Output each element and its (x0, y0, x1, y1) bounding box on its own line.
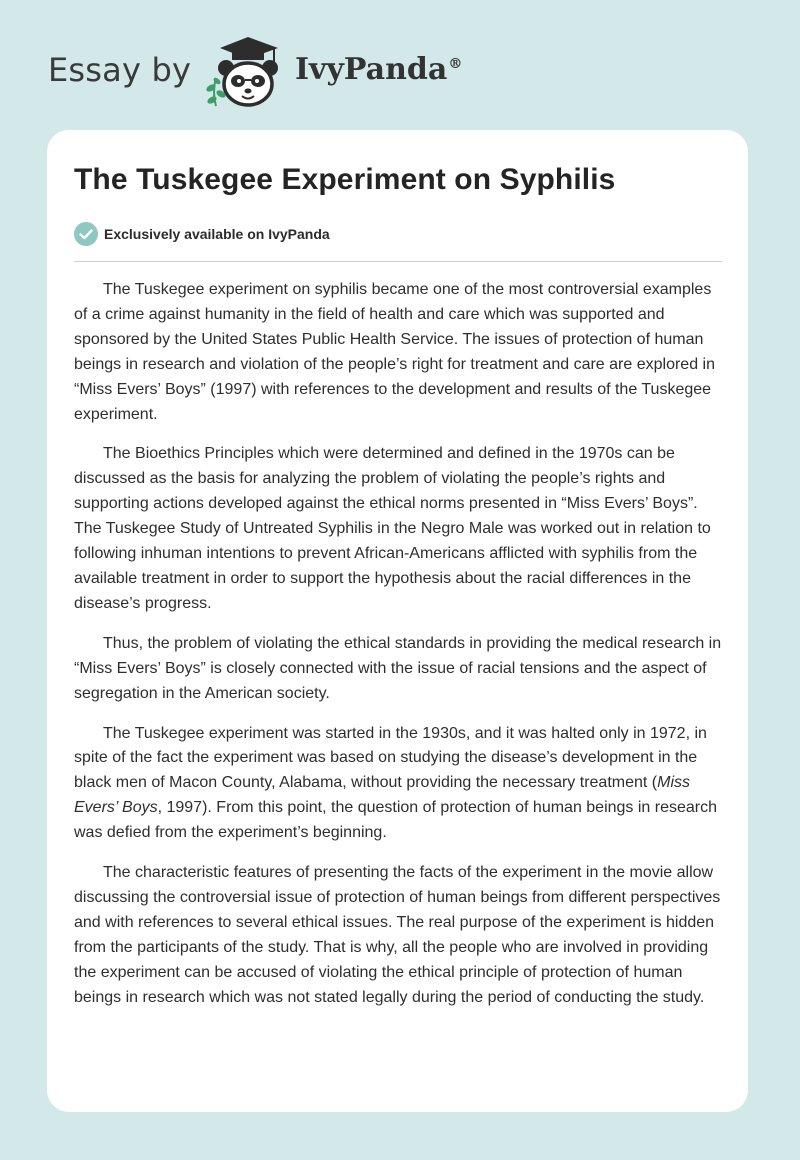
paragraph: The Bioethics Principles which were determined and defined in the 1970s can be discussed as the basis for analyzing the problem of violating the people’s rights and supporting actions developed against the ethical norms presented in “Miss Evers’ Boys”. The Tuskegee Study of Untreated Syphilis in the Negro Male was worked out in relation to following inhuman intentions to prevent African-Americans afflicted with syphilis from the available treatment in order to support the hypothesis about the racial differences in the disease’s progress. (74, 445, 711, 612)
page-title: The Tuskegee Experiment on Syphilis (74, 163, 616, 196)
brand-header[interactable] (48, 34, 508, 110)
divider (74, 261, 722, 262)
paragraph: The Tuskegee experiment on syphilis became one of the most controversial examples of a crime against humanity in the field of health and care which was supported and sponsored by the United States Public Health Service. The issues of protection of human beings in research and violation of the people’s right for treatment and care are explored in “Miss Evers’ Boys” (1997) with references to the development and results of the Tuskegee experiment. (74, 281, 715, 423)
paragraph: The characteristic features of presenting the facts of the experiment in the movie allow discussing the controversial issue of protection of human beings from different perspectives and with references to several ethical issues. The real purpose of the experiment is hidden from the participants of the study. That is why, all the people who are involved in providing the experiment can be accused of violating the ethical principle of protection of human beings in research which was not stated legally during the period of conducting the study. (74, 864, 721, 1006)
paragraph: The Tuskegee experiment was started in the 1930s, and it was halted only in 1972, in spite of the fact the experiment was based on studying the disease’s development in the black men of Macon County, Alabama, without providing the necessary treatment (Miss Evers’ Boys, 1997). From this point, the question of protection of human beings in research was defied from the experiment’s beginning. (74, 724, 718, 842)
checkmark-icon (74, 222, 98, 246)
brand-prefix: Essay by (48, 51, 192, 89)
exclusive-badge-label: Exclusively available on IvyPanda (104, 226, 330, 242)
article-body (74, 278, 724, 1025)
paragraph: Thus, the problem of violating the ethical standards in providing the medical research in “Miss Evers’ Boys” is closely connected with the issue of racial tensions and the aspect of segregation in the American society. (74, 634, 722, 702)
panda-logo-icon (202, 34, 288, 108)
brand-name: IvyPanda® (295, 52, 463, 87)
exclusive-badge (74, 222, 330, 246)
film-title-citation: Miss Evers’ Boys (74, 774, 690, 817)
registered-mark: ® (448, 56, 463, 72)
essay-card (47, 130, 748, 1112)
